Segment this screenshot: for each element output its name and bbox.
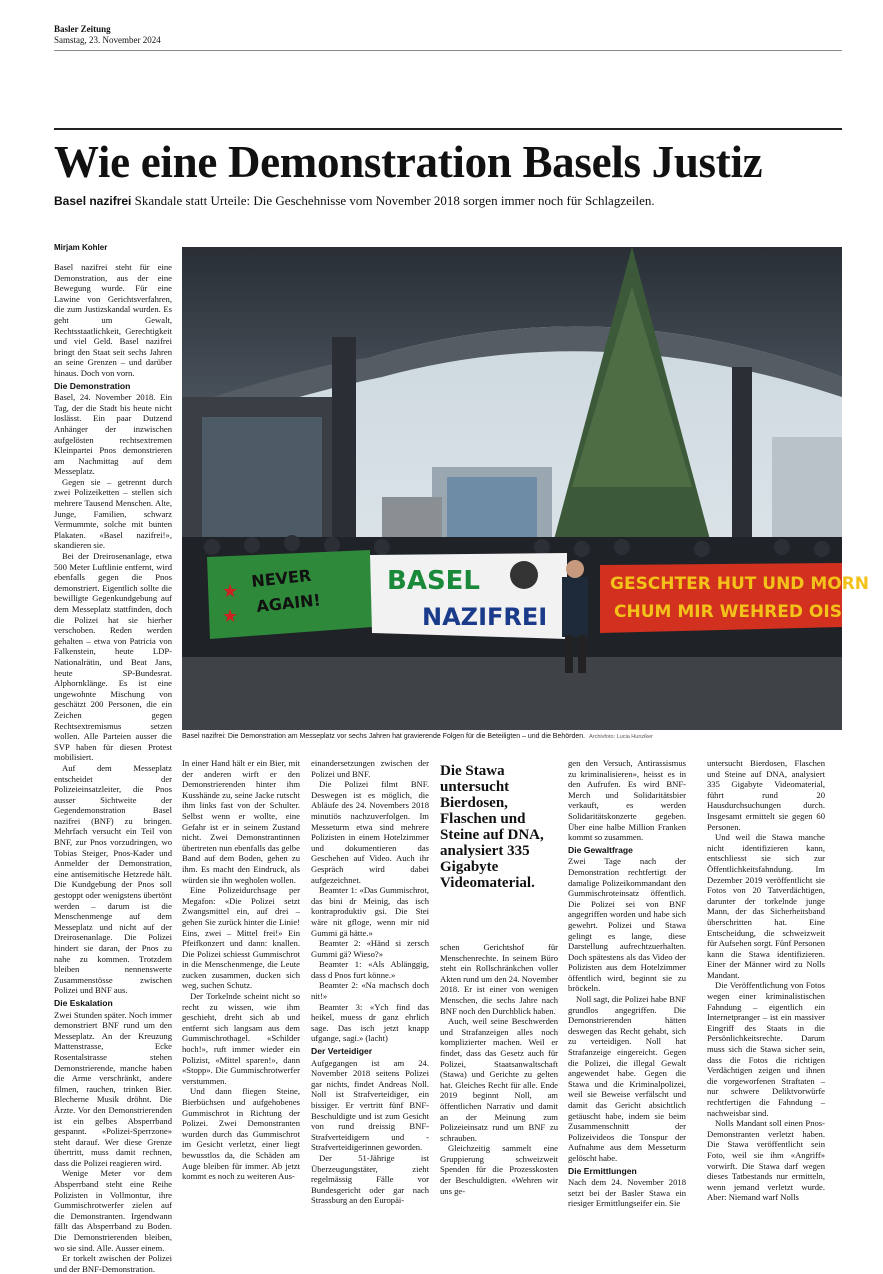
paragraph: Eine Polizeidurchsage per Megafon: «Die Polizei setzt Zwangsmittel ein, auf drei – gehen Sie zurück hinter die Linie! Eins, zwei – Mittel frei!» Ein Pfeifkonzert und dann: knallen. Die Polizei schiesst Gummischrot in die Menschenmenge, die Leute zucken zusammen, ducken sich weg, suchen Schutz.: [182, 885, 300, 991]
banner-basel-nazifrei: [370, 553, 567, 639]
intro-paragraph: Basel nazifrei steht für eine Demonstration, aus der eine Bewegung wurde. Für eine Lawine von Gerichtsverfahren, die zum Justizskandal wurden. Es geht um Gewalt, Rechtsstaatlichkeit, Gerechtigkeit und viel Geld. Basel nazifrei bringt den Staat seit sechs Jahren an seine Grenzen – und darüber hinaus. Doch von vorn.: [54, 262, 172, 378]
paragraph: Bei der Dreirosenanlage, etwa 500 Meter Luftlinie entfernt, wird ebenfalls gegen die Pnos demonstriert. Eigentlich sollte die bewilligte Gegenkundgebung auf dem Messeplatz stattfinden, doch die Polizei hat sie hierher verschoben. Reden werden gehalten – etwa von Patricia von Falkenstein, heute LDP-Nationalrätin, und Beat Jans, heute SP-Bundesrat. Alphornklänge. Es ist eine ungewohnte Mischung von geschätzt 200 Personen, die ein Zeichen gegen Rechtsextremismus setzen wollen. Alle Parteien ausser die SVP haben für diesen Protest mobilisiert.: [54, 551, 172, 763]
svg-text:NAZIFREI: NAZIFREI: [422, 603, 548, 631]
paragraph: Zwei Tage nach der Demonstration rechtfertigt der damalige Polizeikommandant den Gummischroteinsatz öffentlich. Die Polizei sei von BNF angegriffen worden und habe sich gewehrt. Polizei und Stawa gelingt es lange, diese Darstellung aufrechtzuerhalten. Doch spätestens als das Video der Polizisten aus dem Hotelzimmer öffentlich wird, beginnt sie zu bröckeln.: [568, 856, 686, 994]
svg-text:BASEL: BASEL: [387, 566, 480, 596]
photo-credit: Archivfoto: Lucia Hunziker: [589, 734, 654, 740]
paragraph: untersucht Bierdosen, Flaschen und Steine auf DNA, analysiert 335 Gigabyte Videomaterial, führt rund 20 Hausdurchsuchungen durch. Insgesamt ermittelt sie gegen 60 Personen.: [707, 758, 825, 832]
subtitle-line: [54, 193, 655, 209]
svg-text:AGAIN!: AGAIN!: [255, 590, 322, 616]
paragraph: schen Gerichtshof für Menschenrechte. In seinem Büro steht ein Rollschränkchen voller Akten rund um den 24. November 2018. Er ist einer von wenigen Menschen, die sechs Jahre nach BNF noch den Durchblick haben.: [440, 942, 558, 1016]
section-heading: Die Eskalation: [54, 997, 113, 1008]
kicker: Basel nazifrei: [54, 194, 132, 208]
paragraph: In einer Hand hält er ein Bier, mit der anderen wirft er den Demonstrierenden hinter ihm Kusshände zu, seine Jacke rutscht ihm links fast von der Schulter. Selbst wenn er wollte, eine Gefahr ist er in seinem Zustand nicht. Zwei Demonstrantinnen übertreten nun ebenfalls das gelbe Band auf dem Boden, gehen zu ihm. Es macht den Eindruck, als würden sie ihn wegholen wollen.: [182, 758, 300, 885]
masthead: [54, 24, 844, 46]
text-column-4: [440, 942, 558, 1196]
paragraph: einandersetzungen zwischen der Polizei und BNF.: [311, 758, 429, 779]
author: Mirjam Kohler: [54, 243, 108, 252]
publication-name: Basler Zeitung: [54, 24, 111, 34]
dialogue-line: Beamter 1: «Als Ablänggig, dass d Pnos furt könne.»: [311, 959, 429, 980]
dialogue-line: Beamter 1: «Das Gummischrot, das bini dr Meinig, das isch kontraproduktiv gsi. Die Stei wäre nit gfloge, wenn mir nid Gummi gä hätte.»: [311, 885, 429, 938]
banner-red: [600, 563, 869, 633]
paragraph: Basel, 24. November 2018. Ein Tag, der die Stadt bis heute nicht loslässt. Ein paar Dutzend Anhänger der inzwischen aufgelösten rechtsextremen Kleinpartei Pnos demonstrieren am Nachmittag auf dem Messeplatz.: [54, 392, 172, 477]
svg-text:GESCHTER HUT UND MORN: GESCHTER HUT UND MORN: [610, 574, 870, 594]
article-title: Wie eine Demonstration Basels Justiz: [54, 137, 763, 187]
dialogue-line: Beamter 2: «Händ si zersch Gummi gä? Wieso?»: [311, 938, 429, 959]
section-heading: Die Gewaltfrage: [568, 844, 633, 855]
svg-text:CHUM MIR WEHRED OIS: CHUM MIR WEHRED OIS: [614, 602, 842, 622]
text-column-2: [182, 758, 300, 1192]
text-column-3: [311, 758, 429, 1206]
paragraph: Gegen sie – getrennt durch zwei Polizeiketten – stellen sich mehrere Tausend Menschen. Alte, Junge, Familien, schwarz Vermummte, solche mit bunten Plakaten. «Basel nazifrei!», skandieren sie.: [54, 476, 172, 551]
paragraph: Nach dem 24. November 2018 setzt bei der Basler Stawa ein riesiger Ermittlungseifer ein. Sie: [568, 1177, 686, 1209]
section-heading: Der Verteidiger: [311, 1046, 373, 1057]
article-photo: [182, 247, 870, 730]
paragraph: Und dann fliegen Steine, Bierbüchsen und aufgehobenes Gummischrot in Richtung der Polizei. Zwei Demonstranten wurden durch das Gummischrot im Gesicht verletzt, einer liegt bewusstlos da, die Schäden am Auge bleiben für immer. Ab jetzt kommt es noch zu weiteren Aus-: [182, 1086, 300, 1182]
paragraph: Gleichzeitig sammelt eine Gruppierung schweizweit Spenden für die Prozesskosten der Beschuldigten. «Wehren wir uns ge-: [440, 1143, 558, 1196]
paragraph: Nolls Mandant soll einen Pnos-Demonstranten verletzt haben. Die Stawa veröffentlicht sein Foto, weil sie ihm «Angriff» vorwirft. Die Stawa darf wegen dieses Tatbestands nur ermitteln, wenn jemand verletzt wurde. Aber: Niemand warf Nolls: [707, 1118, 825, 1203]
subtitle: Skandale statt Urteile: Die Geschehnisse vom November 2018 sorgen immer noch für Schlagzeilen.: [134, 193, 655, 208]
dialogue-line: Beamter 2: «Na machsch doch nit!»: [311, 980, 429, 1002]
text-column-5: [568, 758, 686, 1209]
paragraph: Auch, weil seine Beschwerden und Strafanzeigen alles noch komplizierter machen. Weil er findet, dass das Gesetz auch für Polizei, Staatsanwaltschaft (Stawa) und Gerichte zu gelten hat. Gleiches Recht für alle. Ende 2019 beginnt Noll, am öffentlichen Narrativ und damit an der Meinung zum Polizeieinsatz rund um BNF zu schrauben.: [440, 1016, 558, 1143]
header-divider: [54, 50, 842, 51]
paragraph: Die Veröffentlichung von Fotos wegen einer kriminalistischen Fahndung – eigentlich ein Internetpranger – ist ein massiver Eingriff des Staats in die Persönlichkeitsrechte. Darum muss sich die Stawa sicher sein, dass die Fotos die richtigen Verdächtigen zeigen und ihnen die vorgeworfenen Straftaten – nur schwere Deliktvorwürfe rechtfertigen die Fahndung – nachweisbar sind.: [707, 980, 825, 1118]
text-column-6: [707, 758, 825, 1203]
svg-text:★: ★: [222, 606, 239, 627]
section-heading: Die Demonstration: [54, 380, 131, 391]
paragraph: Der 51-Jährige ist Überzeugungstäter, zieht regelmässig Fälle vor Bundesgericht oder gar nach Strassburg an den Europäi-: [311, 1152, 429, 1206]
paragraph: gen den Versuch, Antirassismus zu kriminalisieren», heisst es in den Aufrufen. Es wird BNF-Merch und Solidaritätsbier verkauft, es werden Solidaritätskonzerte gegeben. Über eine halbe Million Franken kommt so zusammen.: [568, 758, 686, 843]
paragraph: Auf dem Messeplatz entscheidet der Polizeieinsatzleiter, die Pnos ausser Sichtweite der Gegendemonstration Basel nazifrei (BNF) zu bringen. Mehrfach versucht ein Teil von BNF, zur Pnos vorzudringen, wo Tobias Steiger, Pnos-Kader und Anmelder der Demonstration, eine antisemitische Hetzrede hält. Die Kundgebung der Pnos soll gestoppt oder wenigstens übertönt werden – darum ist die Menschenmenge auf dem Messeplatz und nicht auf der Dreirosenanlage. Die Polizei hindert sie daran, der Pnos zu nahe zu kommen. Trotzdem bleiben nennenswerte Zusammenstösse zwischen Polizei und BNF aus.: [54, 762, 172, 996]
photo-caption: [182, 733, 842, 740]
caption-text: Basel nazifrei: Die Demonstration am Messeplatz vor sechs Jahren hat gravierende Folgen für die Beteiligten – und die Behörden.: [182, 733, 586, 740]
dialogue-line: Beamter 3: «Ych find das heikel, muess dr ganz ehrlich sage. Das isch jetzt knapp ufgange, sagi.» (lacht): [311, 1001, 429, 1044]
svg-text:★: ★: [222, 581, 239, 602]
paragraph: Aufgegangen ist am 24. November 2018 seitens Polizei gar nichts, findet Andreas Noll. Noll ist Strafverteidiger, ein bissiger. Er vertritt fünf BNF-Beschuldigte und ist zum Gesicht von rund dreissig BNF-Strafverteidigern und -Strafverteidigerinnen geworden.: [311, 1057, 429, 1153]
pull-quote: Die Stawa untersucht Bierdosen, Flaschen und Steine auf DNA, analysiert 335 Gigabyte Videomaterial.: [440, 763, 544, 891]
paragraph: Noll sagt, die Polizei habe BNF grundlos angegriffen. Die Demonstrierenden hätten deswegen das Recht gehabt, sich zu verteidigen. Noll hat Strafanzeige eingereicht. Gegen die Polizei, die illegal Gewalt angewendet habe. Gegen die Stawa und die Kriminalpolizei, weil sie Beweise verfälscht und damit das Gericht absichtlich getäuscht habe, indem sie beim Zusammenschnitt der Polizeivideos die Tonspur der Aufnahme aus dem Messeturm gelöscht habe.: [568, 994, 686, 1163]
publication-date: Samstag, 23. November 2024: [54, 35, 161, 45]
section-heading: Die Ermittlungen: [568, 1165, 637, 1176]
svg-text:NEVER: NEVER: [250, 565, 313, 591]
paragraph: Zwei Stunden später. Noch immer demonstriert BNF rund um den Messeplatz. An der Kreuzung Mattenstrasse, Ecke Rosentalstrasse stehen Demonstrierende, manche haben die Arme verschränkt, andere filmen, rauchen, trinken Bier. Blecherne Musik dröhnt. Die Ärzte. Vor den Demonstrierenden ist ein gelbes Absperrband gespannt. «Polizei-Sperrzone» steht darauf. Wer diese Grenze übertritt, muss damit rechnen, dass die Polizei reagieren wird.: [54, 1009, 172, 1168]
paragraph: Wenige Meter vor dem Absperrband steht eine Reihe Polizisten in Vollmontur, ihre Gummischrotwerfer zielen auf die Demonstranten. Irgendwann fällt das Absperrband zu Boden. Die Demonstrierenden bleiben, wo sie sind. Alle. Ausser einem.: [54, 1168, 172, 1253]
title-rule: [54, 128, 842, 130]
banner-green: [207, 550, 372, 639]
paragraph: Er torkelt zwischen der Polizei und der BNF-Demonstration.: [54, 1253, 172, 1274]
paragraph: Der Torkelnde scheint nicht so recht zu wissen, wie ihm geschieht, dreht sich ab und entfernt sich langsam aus dem Gummischrothagel. «Schilder hoch!», ruft immer wieder ein Polizist, «Mittel sparen!», dann «Stopp». Die Gummischrotwerfer verstummen.: [182, 991, 300, 1086]
paragraph: Die Polizei filmt BNF. Deswegen ist es möglich, die Abläufe des 24. Novembers 2018 minutiös nachzuverfolgen. Im Messeturm etwa sind mehrere Polizisten in einem Hotelzimmer und dokumentieren das Geschehen auf Video. Auch ihr Gespräch wird dabei aufgezeichnet.: [311, 779, 429, 885]
text-column-1: [54, 262, 172, 1274]
paragraph: Und weil die Stawa manche nicht identifizieren kann, entschliesst sie sich zur Öffentlichkeitsfahndung. Im Dezember 2019 veröffentlicht sie Fotos von 20 Tatverdächtigen, darunter der torkelnde junge Mann, der das Sicherheitsband überschritten hat. Eine Entscheidung, die schweizweit für Aufsehen sorgt. Fünf Personen kann die Stawa identifizieren. Einer der Männer wird zu Nolls Mandant.: [707, 832, 825, 980]
